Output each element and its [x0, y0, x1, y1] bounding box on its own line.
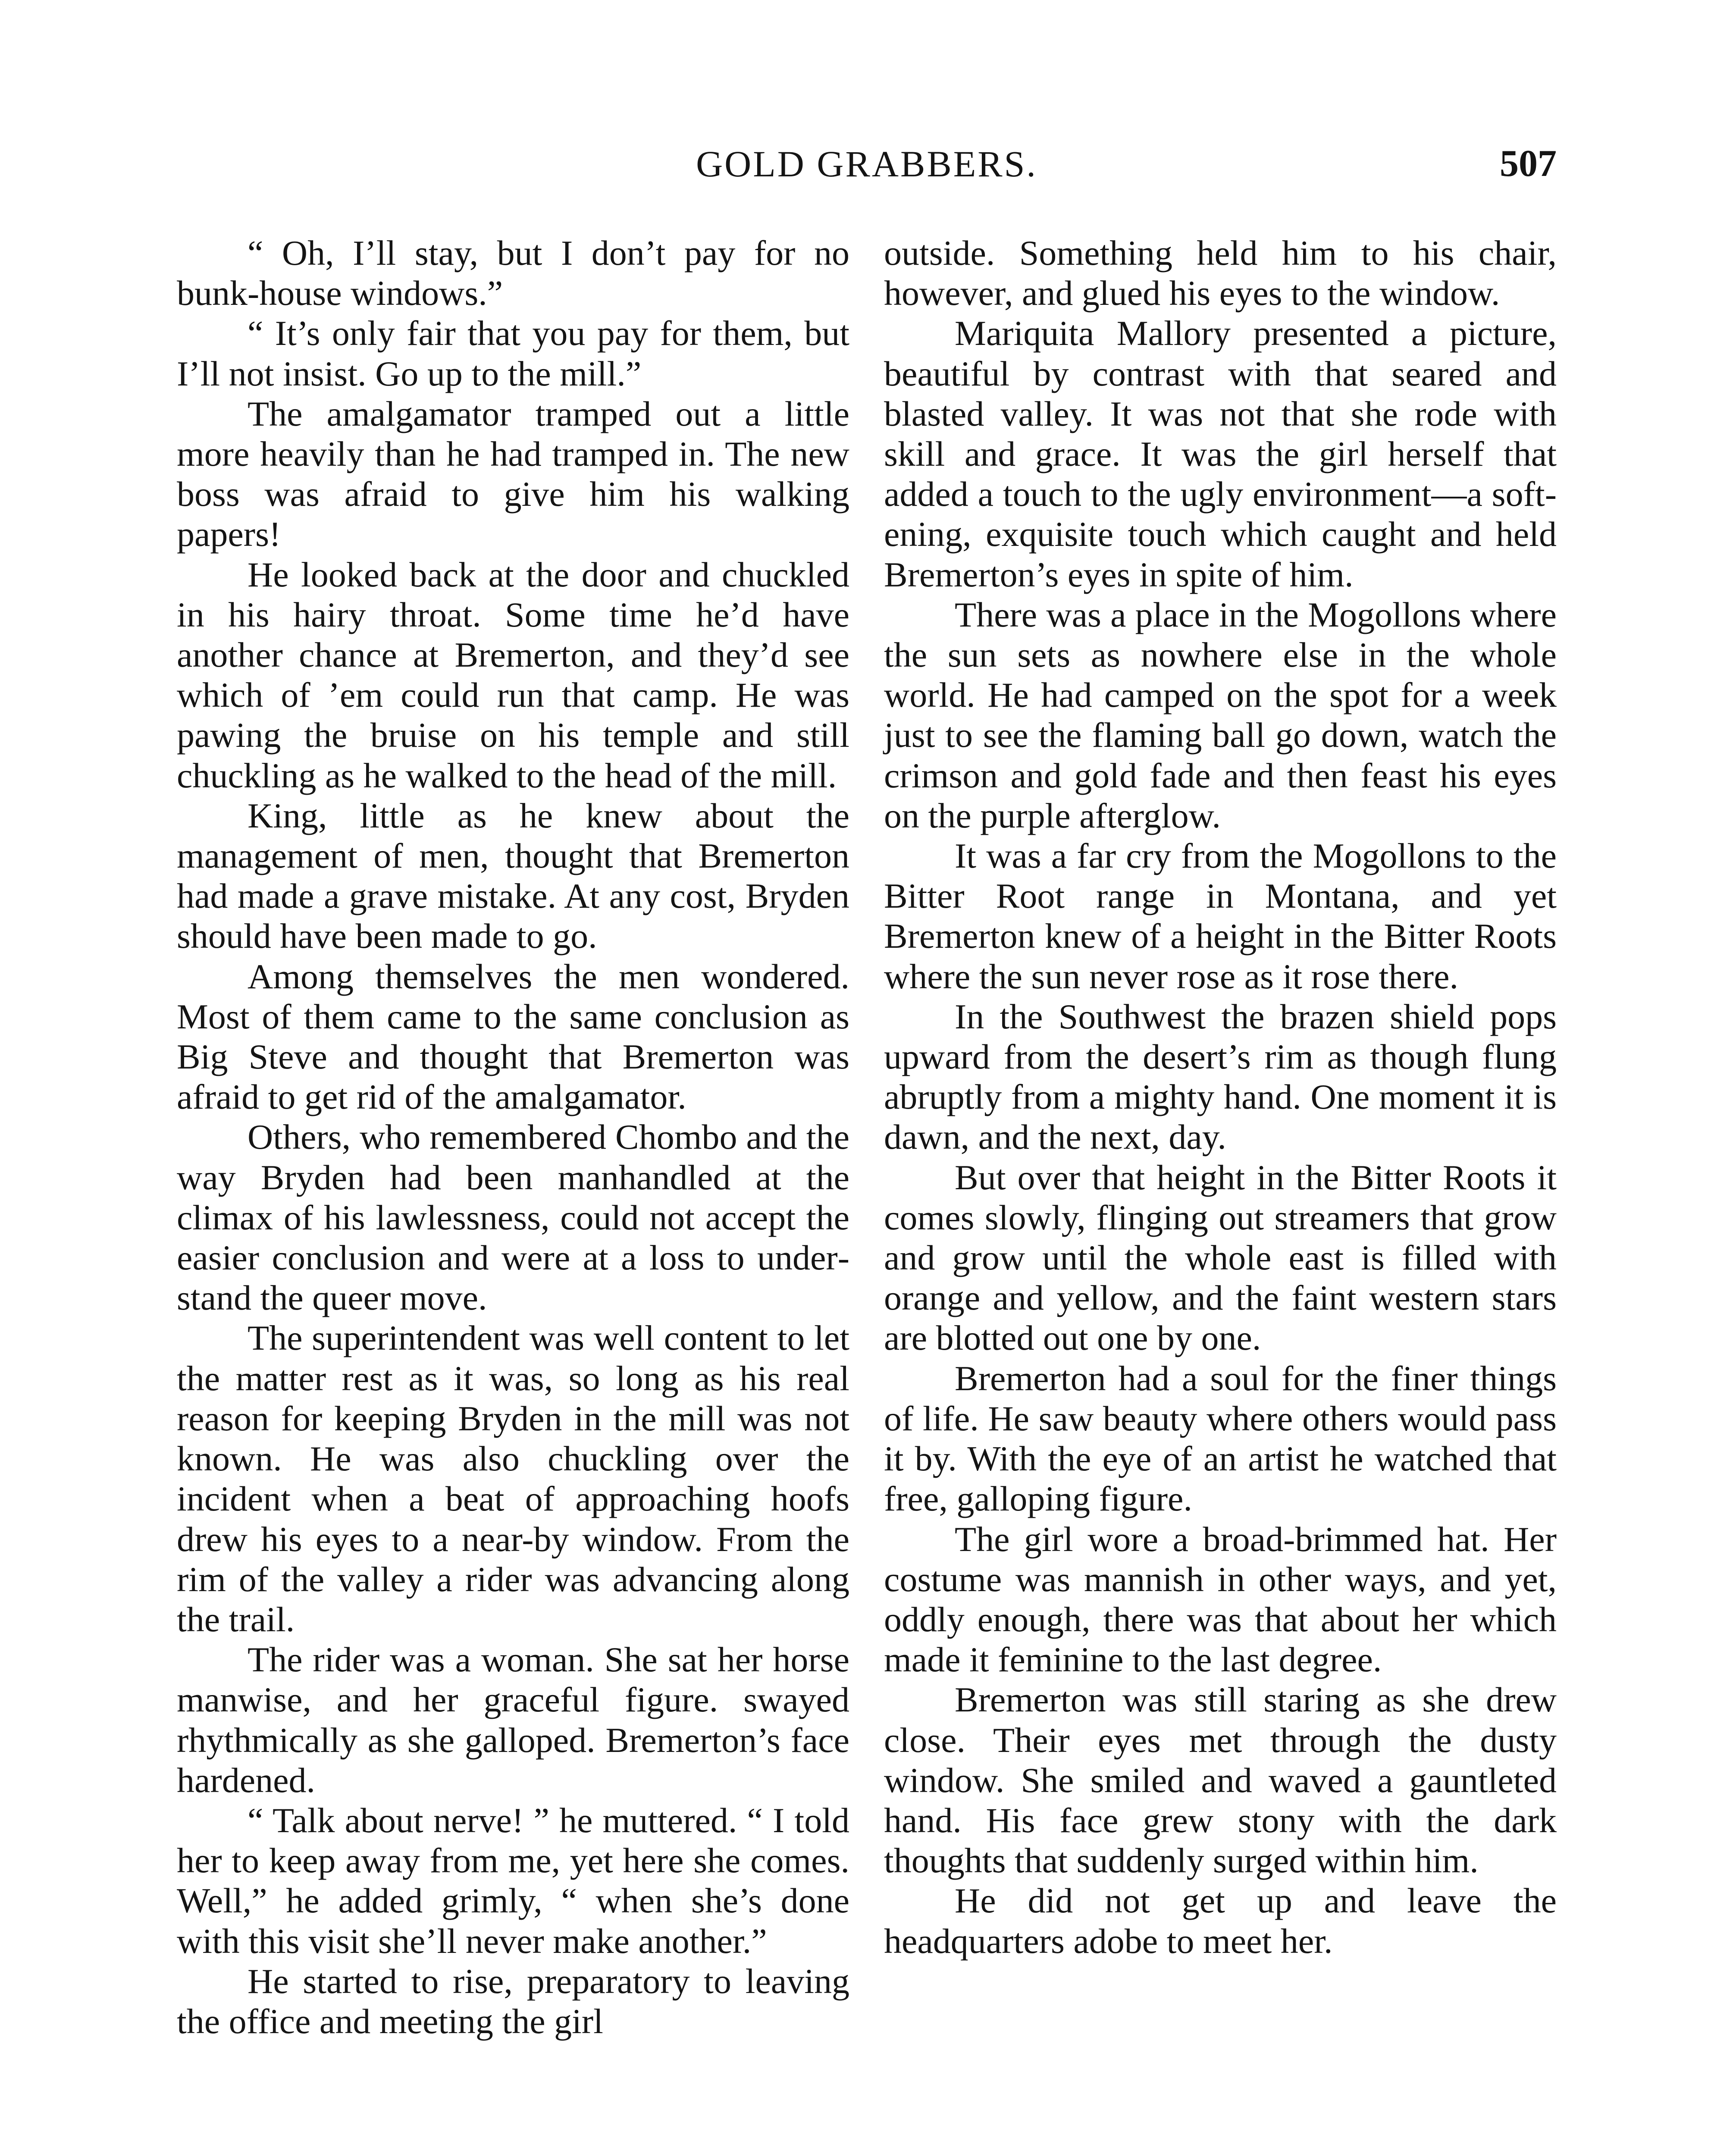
- paragraph: Among themselves the men wondered. Most of them came to the same conclusion as Big Steve and thought that Bremerton was afraid to get rid of the amalgamator.: [177, 956, 849, 1117]
- paragraph: “ It’s only fair that you pay for them, but I’ll not insist. Go up to the mill.”: [177, 313, 849, 393]
- paragraph: He started to rise, preparatory to leaving the office and meeting the girl: [177, 1961, 849, 2041]
- paragraph: “ Talk about nerve! ” he muttered. “ I told her to keep away from me, yet here she comes. Well,” he added grimly, “ when she’s done with this visit she’ll never make another.”: [177, 1800, 849, 1961]
- paragraph: The girl wore a broad-brimmed hat. Her costume was mannish in other ways, and yet, oddly enough, there was that about her which made it feminine to the last degree.: [884, 1519, 1557, 1680]
- paragraph: He did not get up and leave the headquarters adobe to meet her.: [884, 1881, 1557, 1961]
- paragraph: But over that height in the Bitter Roots it comes slowly, flinging out streamers that grow and grow until the whole east is filled with orange and yellow, and the faint western stars are blotted out one by one.: [884, 1157, 1557, 1358]
- paragraph: The rider was a woman. She sat her horse manwise, and her graceful figure. swayed rhythmically as she galloped. Bremerton’s face hardened.: [177, 1640, 849, 1800]
- paragraph: Bremerton was still staring as she drew close. Their eyes met through the dusty window. She smiled and waved a gauntleted hand. His face grew stony with the dark thoughts that suddenly surged within him.: [884, 1680, 1557, 1880]
- left-column: [177, 233, 849, 2041]
- page-header: [177, 142, 1557, 194]
- paragraph: He looked back at the door and chuckled in his hairy throat. Some time he’d have another chance at Bremerton, and they’d see which of ’em could run that camp. He was pawing the bruise on his temple and still chuckling as he walked to the head of the mill.: [177, 555, 849, 795]
- running-title: GOLD GRABBERS.: [696, 143, 1037, 185]
- paragraph: outside. Something held him to his chair, however, and glued his eyes to the window.: [884, 233, 1557, 313]
- page-number: 507: [1500, 143, 1557, 185]
- paragraph: Mariquita Mallory presented a picture, beautiful by contrast with that seared and blasted valley. It was not that she rode with skill and grace. It was the girl herself that added a touch to the ugly environment—a softening, exquisite touch which caught and held Bremerton’s eyes in spite of him.: [884, 313, 1557, 594]
- paragraph: Bremerton had a soul for the finer things of life. He saw beauty where others would pass it by. With the eye of an artist he watched that free, galloping figure.: [884, 1358, 1557, 1519]
- paragraph: It was a far cry from the Mogollons to the Bitter Root range in Montana, and yet Bremerton knew of a height in the Bitter Roots where the sun never rose as it rose there.: [884, 836, 1557, 996]
- right-column: [884, 233, 1557, 1961]
- paragraph: King, little as he knew about the management of men, thought that Bremerton had made a grave mistake. At any cost, Bryden should have been made to go.: [177, 796, 849, 956]
- paragraph: The superintendent was well content to let the matter rest as it was, so long as his real reason for keeping Bryden in the mill was not known. He was also chuckling over the incident when a beat of approaching hoofs drew his eyes to a near-by window. From the rim of the valley a rider was advancing along the trail.: [177, 1318, 849, 1639]
- paragraph: “ Oh, I’ll stay, but I don’t pay for no bunk-house windows.”: [177, 233, 849, 313]
- paragraph: Others, who remembered Chombo and the way Bryden had been manhandled at the climax of his lawlessness, could not accept the easier conclusion and were at a loss to understand the queer move.: [177, 1117, 849, 1318]
- paragraph: In the Southwest the brazen shield pops upward from the desert’s rim as though flung abruptly from a mighty hand. One moment it is dawn, and the next, day.: [884, 997, 1557, 1157]
- paragraph: There was a place in the Mogollons where the sun sets as nowhere else in the whole world. He had camped on the spot for a week just to see the flaming ball go down, watch the crimson and gold fade and then feast his eyes on the purple afterglow.: [884, 595, 1557, 835]
- paragraph: The amalgamator tramped out a little more heavily than he had tramped in. The new boss was afraid to give him his walking papers!: [177, 394, 849, 554]
